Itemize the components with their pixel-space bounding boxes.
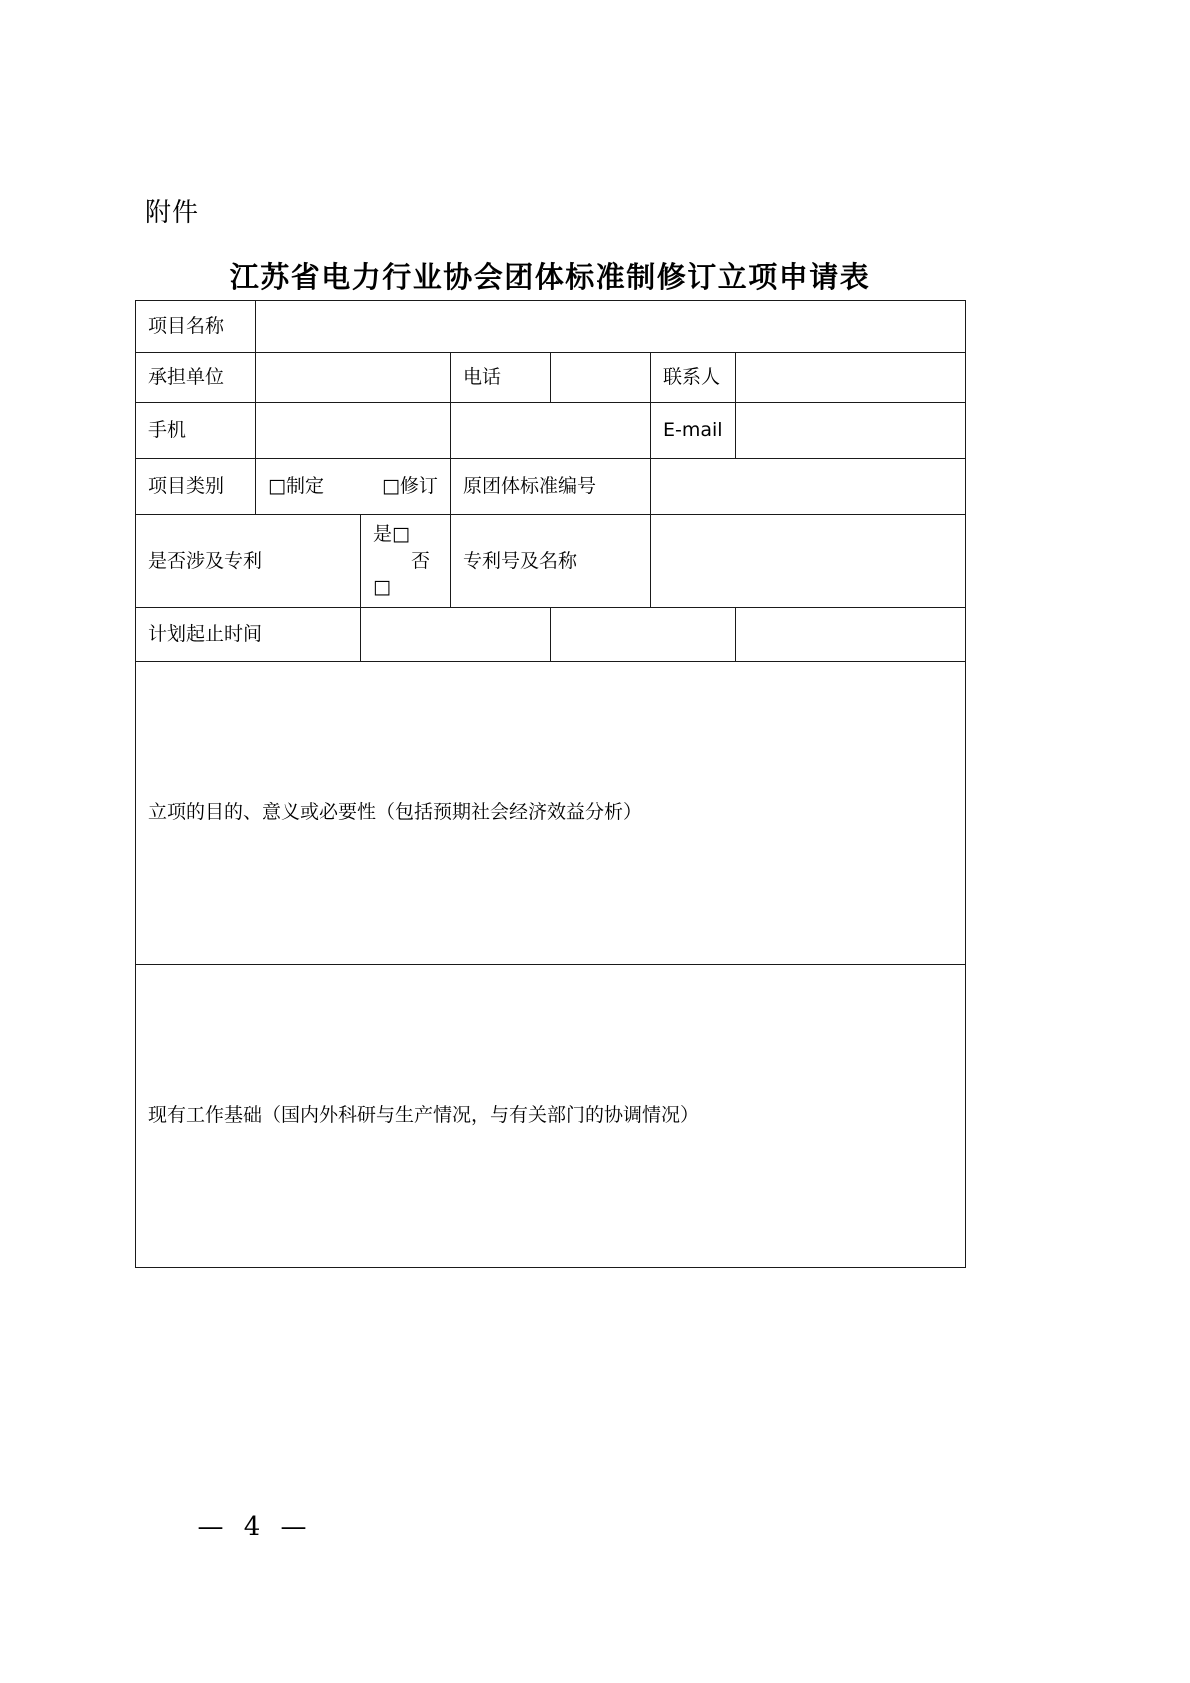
label-project-name: 项目名称 — [136, 301, 256, 353]
textblock-work-basis-heading: 现有工作基础（国内外科研与生产情况，与有关部门的协调情况） — [148, 1104, 700, 1127]
label-undertaking-unit: 承担单位 — [136, 353, 256, 403]
field-original-standard-no[interactable] — [651, 459, 966, 515]
label-telephone: 电话 — [451, 353, 551, 403]
label-patent-no-and-name: 专利号及名称 — [451, 515, 651, 608]
field-planned-time-middle[interactable] — [551, 607, 736, 661]
textblock-purpose[interactable] — [136, 661, 966, 964]
table-row-purpose-block — [136, 661, 966, 964]
table-row-project-name — [136, 301, 966, 353]
checkbox-patent-yes[interactable]: 是□ — [373, 523, 410, 545]
label-email: E-mail — [651, 403, 736, 459]
label-contact-person: 联系人 — [651, 353, 736, 403]
patent-involved-options — [361, 515, 451, 608]
textblock-work-basis[interactable] — [136, 964, 966, 1267]
checkbox-patent-no[interactable]: 否□ — [373, 549, 431, 599]
field-patent-no-and-name[interactable] — [651, 515, 966, 608]
checkbox-formulate[interactable]: □制定 — [268, 475, 324, 498]
page-number-footer: — 4 — — [197, 1512, 313, 1542]
field-contact-person[interactable] — [736, 353, 966, 403]
label-original-standard-no: 原团体标准编号 — [451, 459, 651, 515]
table-row-planned-time — [136, 607, 966, 661]
label-project-category: 项目类别 — [136, 459, 256, 515]
label-mobile: 手机 — [136, 403, 256, 459]
table-row-project-category — [136, 459, 966, 515]
field-email[interactable] — [736, 403, 966, 459]
application-form-table — [135, 300, 966, 1268]
field-planned-time-end[interactable] — [736, 607, 966, 661]
table-row-unit-phone-contact — [136, 353, 966, 403]
table-row-mobile-email — [136, 403, 966, 459]
attachment-label: 附件 — [145, 198, 200, 228]
label-planned-time: 计划起止时间 — [136, 607, 361, 661]
checkbox-revise[interactable]: □修订 — [381, 475, 438, 498]
field-planned-time-start[interactable] — [361, 607, 551, 661]
project-category-options — [256, 459, 451, 515]
label-patent-involved: 是否涉及专利 — [136, 515, 361, 608]
field-undertaking-unit[interactable] — [256, 353, 451, 403]
page-title: 江苏省电力行业协会团体标准制修订立项申请表 — [229, 260, 871, 294]
table-row-basis-block — [136, 964, 966, 1267]
field-telephone[interactable] — [551, 353, 651, 403]
field-mobile-extra[interactable] — [451, 403, 651, 459]
textblock-purpose-heading: 立项的目的、意义或必要性（包括预期社会经济效益分析） — [148, 801, 643, 824]
field-project-name[interactable] — [256, 301, 966, 353]
table-row-patent — [136, 515, 966, 608]
field-mobile[interactable] — [256, 403, 451, 459]
